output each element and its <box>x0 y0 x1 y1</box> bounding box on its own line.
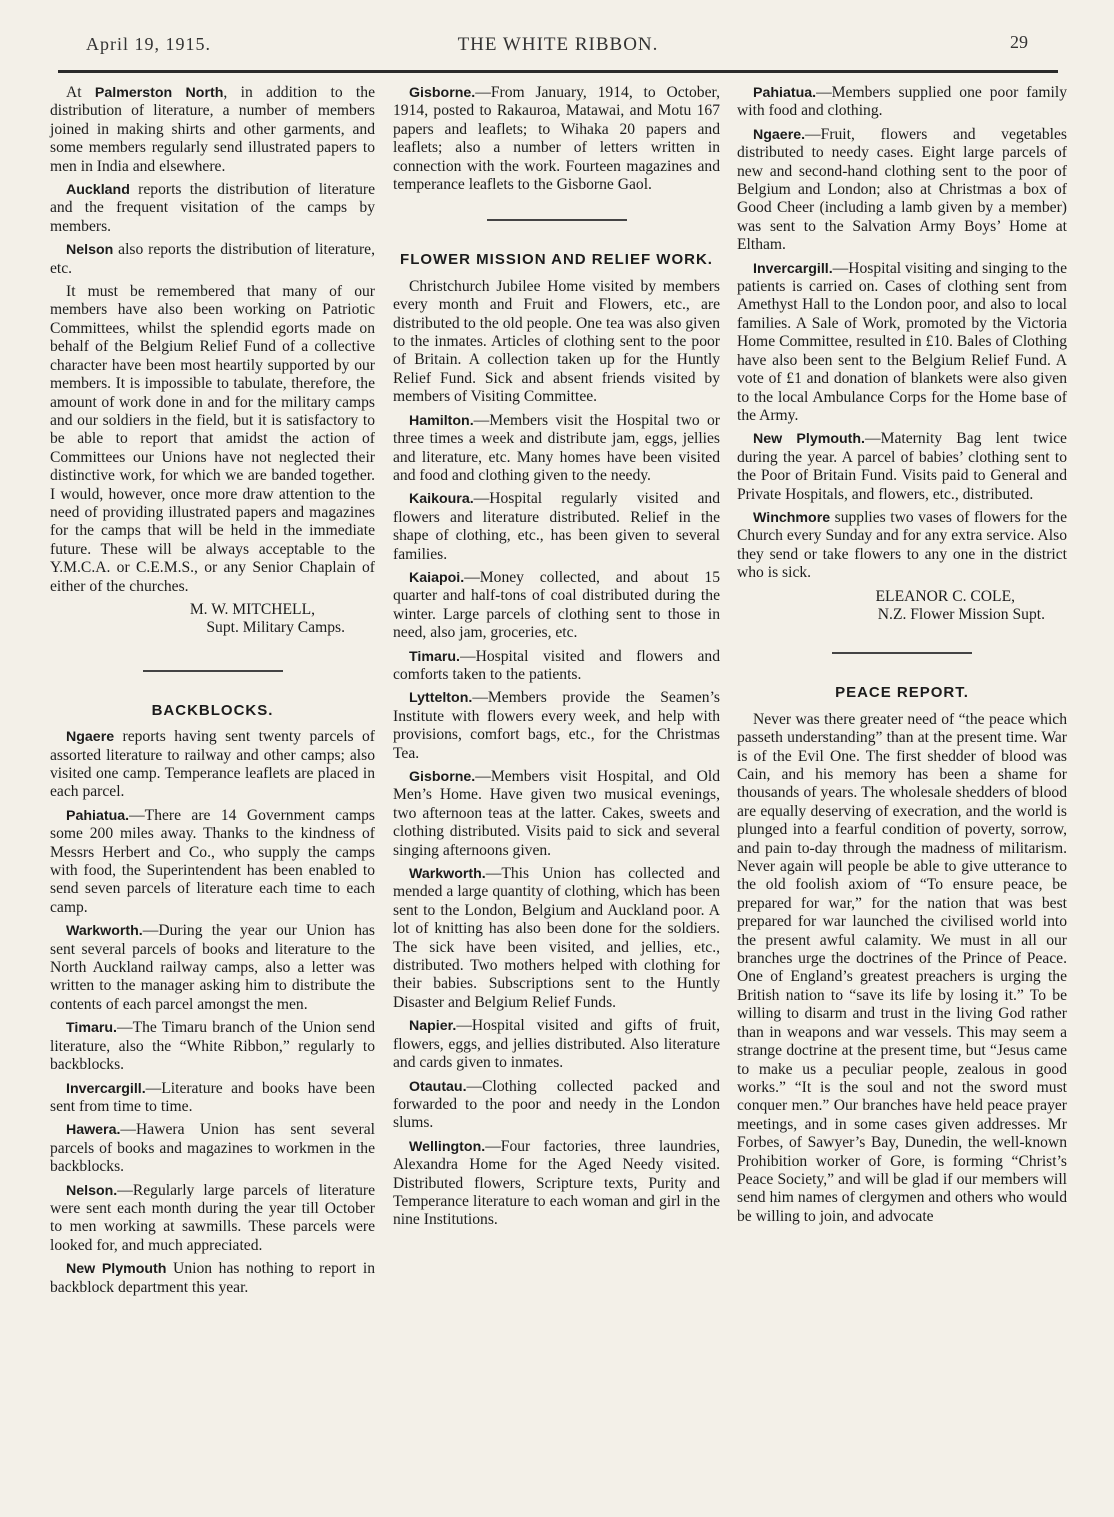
place-name: New Plymouth <box>66 1261 167 1278</box>
issue-date: April 19, 1915. <box>86 34 211 54</box>
report-timaru: Timaru.—The Timaru branch of the Union send literature, also the “White Ribbon,” regularly to backblocks. <box>50 1019 375 1074</box>
place-name: Gisborne. <box>409 85 476 101</box>
report-auckland: Auckland reports the distribution of literature and the frequent visitation of the camps by members. <box>50 181 375 235</box>
place-name: Palmerston North <box>94 85 224 101</box>
header-rule <box>58 70 1058 73</box>
report-invercargill-flower: Invercargill.—Hospital visiting and singing to the patients is carried on. Cases of clothing sent from Amethyst Hall to the London poor, and also to local families. A Sale of Work, promoted by the Victoria Home Committee, resulted in £10. Bales of Clothing have also been sent to the Belgium Relief Fund. A vote of £1 and donation of blankets were also given to the local Ambulance Corps for the Home base of the Army. <box>737 259 1067 424</box>
page-number: 29 <box>1010 32 1028 52</box>
signature-name: ELEANOR C. COLE, <box>875 587 1015 605</box>
place-name: Pahiatua. <box>753 85 817 101</box>
report-ngaere-flower: Ngaere.—Fruit, flowers and vegetables distributed to needy cases. Eight large parcels of new and second-hand clothing sent to the poor of Belgium and London; also at Christmas a box of Good Cheer (including a lamb given by a member) was sent to the Salvation Army Boys’ Home at Eltham. <box>737 125 1067 254</box>
report-warkworth: Warkworth.—During the year our Union has sent several parcels of books and literature to the North Auckland railway camps, also a letter was written to the manager asking him to distribute the contents of each parcel amongst the men. <box>50 922 375 1013</box>
peace-report-body: Never was there greater need of “the peace which passeth understanding” than at the present time. War is of the Evil One. The first shedder of blood was Cain, and his memory has been a shame for thousands of years. The wholesale shedders of blood are equally deserving of execration, and the world is plunged into a fearful condition of poverty, sorrow, and pain to-day through the madness of militarism. Never again will people be able to give utterance to the old foolish axiom of “To ensure peace, be prepared for war,” for the nation that was best prepared for war launched the civilised world into the present awful calamity. We must in all our branches urge the doctrines of the Prince of Peace. One of England’s greatest preachers is urging the British nation to “save its life by losing it.” To be willing to disarm and trust in the living God rather than in weapons and war vessels. This may seem a strange doctrine at the present time, but “Jesus came to make us a peculiar people, zealous in good works.” “It is the soul and not the sword must conquer men.” Our branches have held peace prayer meetings, and in some cases given addresses. Mr Forbes, of Sawyer’s Bay, Dunedin, the well-known Prohibition worker of Gore, is forming “Christ’s Peace Society,” and will be glad if our members will send him names of clergymen and others who would be willing to join, and advocate <box>737 710 1067 1225</box>
report-new-plymouth: New Plymouth Union has nothing to report in backblock department this year. <box>50 1260 375 1296</box>
place-name: Ngaere. <box>753 126 806 143</box>
place-name: Kaiapoi. <box>409 569 465 586</box>
place-name: Invercargill. <box>66 1080 146 1097</box>
report-warkworth-flower: Warkworth.—This Union has collected and mended a large quantity of clothing, which has been sent to the London, Belgium and Auckland poor. A lot of knitting has also been done for the soldiers. The sick have been visited, and jellies, etc., distributed. Two mothers helped with clothing for their babies. Subscriptions sent to the Huntly Disaster and Belgium Relief Funds. <box>393 865 720 1011</box>
place-name: Otautau. <box>409 1078 467 1095</box>
report-timaru-flower: Timaru.—Hospital visited and flowers and comforts taken to the patients. <box>393 647 720 683</box>
report-wellington: Wellington.—Four factories, three laundries, Alexandra Home for the Aged Needy visited. Distributed flowers, Scripture texts, Purity and Temperance literature to each woman and girl in the nine Institutions. <box>393 1137 720 1229</box>
signature-title: N.Z. Flower Mission Supt. <box>877 605 1045 623</box>
place-name: Invercargill. <box>753 260 833 277</box>
report-ngaere: Ngaere reports having sent twenty parcels of assorted literature to railway and other camps; also visited one camp. Temperance leaflets are placed in each parcel. <box>50 728 375 801</box>
place-name: New Plymouth. <box>753 431 865 448</box>
report-nelson: Nelson also reports the distribution of literature, etc. <box>50 241 375 277</box>
report-christchurch: Christchurch Jubilee Home visited by members every month and Fruit and Flowers, etc., are distributed to the old people. One tea was also given to the inmates. Articles of clothing sent to the poor of Britain. A collection taken up for the Huntly Relief Fund. Sick and absent friends visited by members of Visiting Committee. <box>393 277 720 406</box>
place-name: Timaru. <box>409 648 460 665</box>
report-lyttelton: Lyttelton.—Members provide the Seamen’s Institute with flowers every week, and help with provisions, comfort bags, etc., for the Christmas Tea. <box>393 689 720 762</box>
place-name: Gisborne. <box>409 769 476 785</box>
report-otautau: Otautau.—Clothing collected packed and forwarded to the poor and needy in the London slums. <box>393 1077 720 1132</box>
column-3 <box>737 84 1067 1231</box>
section-heading-flower-mission: FLOWER MISSION AND RELIEF WORK. <box>400 251 713 269</box>
column-1 <box>50 84 375 1302</box>
place-name: Napier. <box>409 1018 457 1035</box>
place-name: Ngaere <box>66 729 115 746</box>
place-name: Timaru. <box>66 1020 117 1037</box>
section-heading-backblocks: BACKBLOCKS. <box>151 701 274 719</box>
page-header <box>58 28 1058 68</box>
column-2 <box>393 84 720 1235</box>
report-new-plymouth-flower: New Plymouth.—Maternity Bag lent twice during the year. A parcel of babies’ clothing sent to the Poor of Britain Fund. Visits paid to General and Private Hospitals, and flowers, etc., distributed. <box>737 430 1067 503</box>
report-gisborne-flower: Gisborne.—Members visit Hospital, and Old Men’s Home. Have given two musical evenings, two afternoon teas at the latter. Cakes, sweets and clothing distributed. Visits paid to sick and several singing afternoons given. <box>393 768 720 859</box>
report-pahiatua-flower: Pahiatua.—Members supplied one poor family with food and clothing. <box>737 84 1067 120</box>
report-palmerston-north: At Palmerston North, in addition to the distribution of literature, a number of members joined in making shirts and other garments, and some members regularly send illustrated papers to men in India and elsewhere. <box>50 84 375 175</box>
report-hamilton: Hamilton.—Members visit the Hospital two or three times a week and distribute jam, eggs, jellies and literature, etc. Many homes have been visited and food and clothing given to the needy. <box>393 411 720 484</box>
place-name: Wellington. <box>409 1138 486 1155</box>
report-gisborne: Gisborne.—From January, 1914, to October, 1914, posted to Rakauroa, Matawai, and Motu 167 papers and leaflets; to Wihaka 20 papers and leaflets; also a number of letters written in connection with the work. Fourteen magazines and temperance leaflets to the Gisborne Gaol. <box>393 84 720 194</box>
place-name: Nelson <box>66 242 114 259</box>
report-kaiapoi: Kaiapoi.—Money collected, and about 15 quarter and half-tons of coal distributed during the winter. Large parcels of clothing sent to those in need, also jam, groceries, etc. <box>393 568 720 642</box>
place-name: Warkworth. <box>66 923 143 940</box>
place-name: Hamilton. <box>409 412 474 429</box>
section-heading-peace-report: PEACE REPORT. <box>835 684 969 702</box>
place-name: Winchmore <box>753 509 831 526</box>
report-pahiatua: Pahiatua.—There are 14 Government camps some 200 miles away. Thanks to the kindness of Messrs Herbert and Co., who supply the camps with food, the Superintendent has been enabled to send seven parcels of literature each time to each camp. <box>50 806 375 916</box>
place-name: Auckland <box>66 182 130 199</box>
report-kaikoura: Kaikoura.—Hospital regularly visited and flowers and literature distributed. Relief in the shape of clothing, etc., has been given to several families. <box>393 490 720 563</box>
report-hawera: Hawera.—Hawera Union has sent several parcels of books and magazines to workmen in the backblocks. <box>50 1121 375 1176</box>
place-name: Pahiatua. <box>66 807 130 824</box>
report-winchmore: Winchmore supplies two vases of flowers for the Church every Sunday and for any extra service. Also they send or take flowers to any one in the district who is sick. <box>737 508 1067 582</box>
military-camps-summary: It must be remembered that many of our members have also been working on Patriotic Committees, whilst the splendid egorts made on behalf of the Belgium Relief Fund of a collective character have been most heartily supported by our members. It is impossible to tabulate, therefore, the amount of work done in and for the military camps and our soldiers in the field, but it is satisfactory to be able to report that amidst the action of Committees our Unions have not neglected their distinctive work, for which we are banded together. I would, however, once more draw attention to the need of providing illustrated papers and magazines for the camps that will be held in the immediate future. These will be always acceptable to the Y.M.C.A. or C.E.M.S., or any Senior Chaplain of either of the churches. <box>50 283 375 595</box>
place-name: Lyttelton. <box>409 690 473 707</box>
publication-title: THE WHITE RIBBON. <box>457 34 659 55</box>
report-napier: Napier.—Hospital visited and gifts of fruit, flowers, eggs, and jellies distributed. Also literature and cards given to inmates. <box>393 1017 720 1072</box>
signature-title: Supt. Military Camps. <box>206 619 345 637</box>
place-name: Kaikoura. <box>409 491 474 508</box>
report-nelson-backblocks: Nelson.—Regularly large parcels of literature were sent each month during the year till October to men working at sawmills. These parcels were looked for, and much appreciated. <box>50 1181 375 1254</box>
place-name: Warkworth. <box>409 866 486 883</box>
place-name: Nelson. <box>66 1182 118 1199</box>
report-invercargill: Invercargill.—Literature and books have been sent from time to time. <box>50 1079 375 1115</box>
place-name: Hawera. <box>66 1122 121 1139</box>
signature-name: M. W. MITCHELL, <box>189 600 315 618</box>
